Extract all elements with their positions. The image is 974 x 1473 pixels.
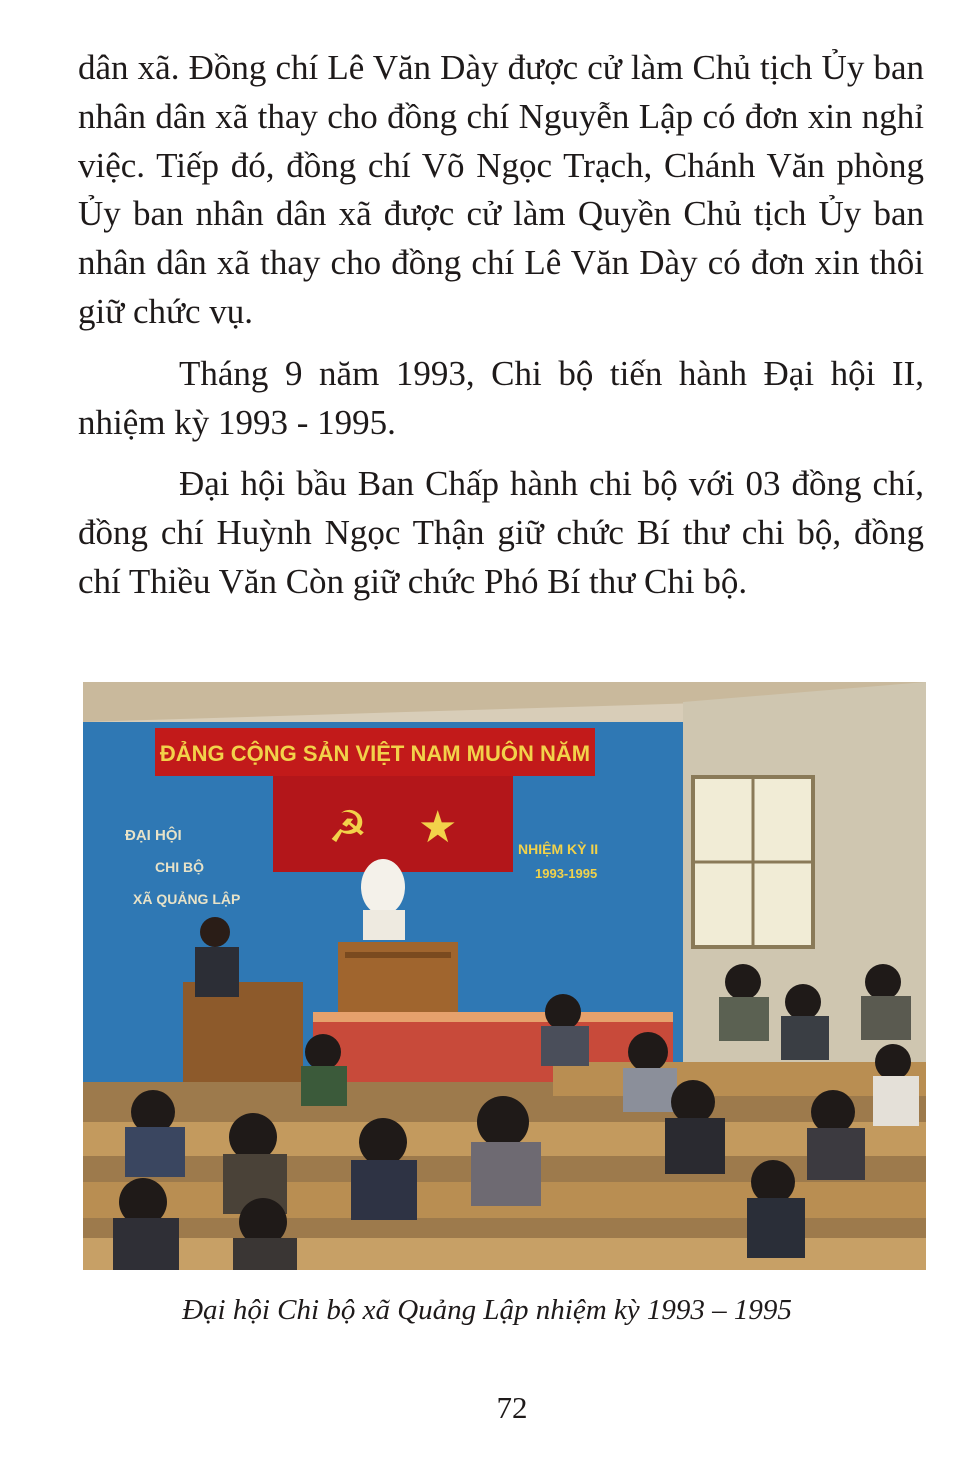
photo-caption: Đại hội Chi bộ xã Quảng Lập nhiệm kỳ 1993 – 1995 — [182, 1294, 792, 1326]
body-paragraph-2: Tháng 9 năm 1993, Chi bộ tiến hành Đại hội II, nhiệm kỳ 1993 - 1995. — [78, 354, 924, 442]
banner-text: ĐẢNG CỘNG SẢN VIỆT NAM MUÔN NĂM — [159, 741, 591, 766]
star-icon: ★ — [418, 802, 458, 853]
left-sign-line-3: XÃ QUẢNG LẬP — [133, 891, 241, 907]
page-number: 72 — [496, 1390, 528, 1425]
left-sign-line-1: ĐẠI HỘI — [125, 827, 182, 844]
hammer-sickle-icon: ☭ — [328, 802, 368, 853]
right-sign-line-2: 1993-1995 — [535, 866, 598, 881]
body-paragraph-3: Đại hội bầu Ban Chấp hành chi bộ với 03 đồng chí, đồng chí Huỳnh Ngọc Thận giữ chức Bí thư chi bộ, đồng chí Thiều Văn Còn giữ chức Phó Bí thư Chi bộ. — [78, 464, 924, 601]
body-paragraph-1: dân xã. Đồng chí Lê Văn Dày được cử làm Chủ tịch Ủy ban nhân dân xã thay cho đồng chí Nguyễn Lập có đơn xin nghỉ việc. Tiếp đó, đồng chí Võ Ngọc Trạch, Chánh Văn phòng Ủy ban nhân dân xã được cử làm Quyền Chủ tịch Ủy ban nhân dân xã thay cho đồng chí Lê Văn Dày có đơn xin thôi giữ chức vụ. — [78, 48, 924, 331]
congress-photo — [83, 682, 926, 1270]
right-sign-line-1: NHIỆM KỲ II — [518, 841, 599, 857]
left-sign-line-2: CHI BỘ — [155, 859, 204, 875]
